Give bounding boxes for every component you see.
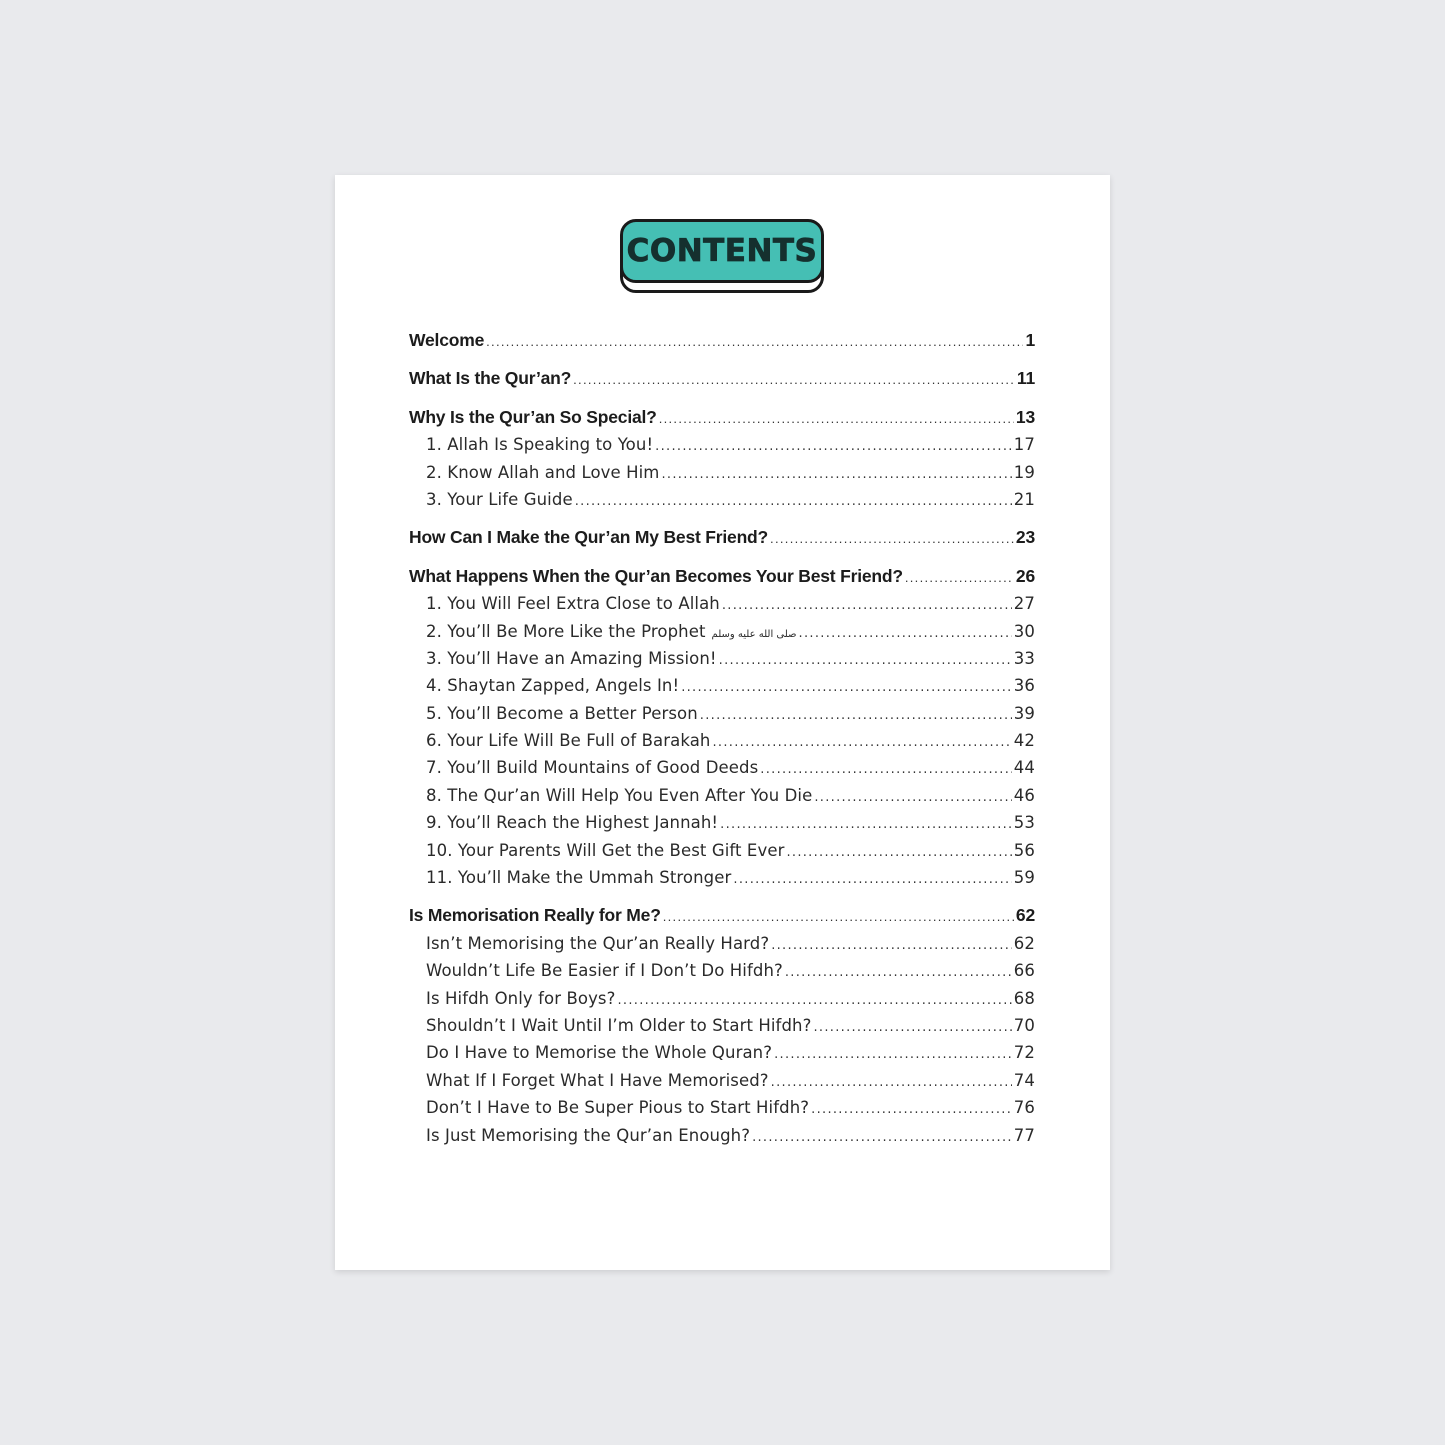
toc-entry-title: How Can I Make the Qur’an My Best Friend? [409, 527, 769, 548]
dot-leader [618, 987, 1012, 1014]
toc-entry-title: Is Just Memorising the Qur’an Enough? [426, 1125, 751, 1145]
toc-entry-title: Wouldn’t Life Be Easier if I Don’t Do Hifdh? [426, 961, 783, 981]
toc-page-number: 1 [1025, 330, 1035, 350]
toc-entry-title: Welcome [409, 330, 485, 350]
dot-leader [770, 525, 1014, 552]
toc-entry-title: Shouldn’t I Wait Until I’m Older to Start Hifdh? [426, 1015, 812, 1035]
toc-subsection [409, 1122, 1035, 1149]
dot-leader [774, 1041, 1012, 1068]
toc-subsection [409, 754, 1035, 781]
toc-page-number: 46 [1013, 785, 1035, 805]
toc-subsection [409, 459, 1035, 486]
toc-entry-title: 10. Your Parents Will Get the Best Gift Ever [426, 840, 785, 860]
dot-leader [573, 366, 1015, 393]
toc-subsection [409, 930, 1035, 957]
dot-leader [575, 488, 1012, 515]
contents-badge [620, 219, 824, 295]
toc-subsection [409, 1039, 1035, 1066]
toc-subsection [409, 864, 1035, 891]
dot-leader [733, 866, 1011, 893]
salawat-text: صلى الله عليه وسلم [711, 628, 797, 640]
dot-leader [661, 461, 1011, 488]
toc-subsection [409, 672, 1035, 699]
toc-page-number: 72 [1013, 1043, 1035, 1063]
toc-section [409, 365, 1035, 392]
toc-subsection [409, 431, 1035, 458]
page-title: CONTENTS [626, 233, 818, 269]
dot-leader [786, 839, 1011, 866]
toc-subsection [409, 727, 1035, 754]
toc-entry-title: 9. You’ll Reach the Highest Jannah! [426, 813, 719, 833]
dot-leader [486, 328, 1023, 355]
toc-subsection [409, 837, 1035, 864]
toc-page-number: 70 [1013, 1015, 1035, 1035]
toc-page-number: 21 [1013, 489, 1035, 509]
toc-page-number: 44 [1013, 758, 1035, 778]
dot-leader [663, 903, 1014, 930]
toc-page-number: 56 [1013, 840, 1035, 860]
toc-section [409, 902, 1035, 929]
toc-entry-title: Is Memorisation Really for Me? [409, 905, 661, 926]
toc-entry-title: What Is the Qur’an? [409, 368, 572, 389]
toc-subsection [409, 957, 1035, 984]
dot-leader [799, 620, 1012, 647]
toc-entry-title: Isn’t Memorising the Qur’an Really Hard? [426, 933, 770, 953]
toc-page-number: 68 [1013, 988, 1035, 1008]
toc-page-number: 30 [1013, 621, 1035, 641]
dot-leader [719, 647, 1012, 674]
toc-page-number: 66 [1013, 961, 1035, 981]
toc-page-number: 74 [1013, 1070, 1035, 1090]
toc-entry-title: 6. Your Life Will Be Full of Barakah [426, 731, 711, 751]
dot-leader [771, 932, 1012, 959]
dot-leader [722, 592, 1012, 619]
dot-leader [785, 959, 1012, 986]
toc-entry-title: 4. Shaytan Zapped, Angels In! [426, 676, 680, 696]
dot-leader [712, 729, 1011, 756]
toc-entry-title: What Happens When the Qur’an Becomes Your Best Friend? [409, 565, 903, 586]
toc-subsection [409, 1067, 1035, 1094]
dot-leader [659, 405, 1014, 432]
toc-subsection [409, 645, 1035, 672]
toc-entry-title: 7. You’ll Build Mountains of Good Deeds [426, 758, 759, 778]
toc-entry-title: 3. Your Life Guide [426, 489, 573, 509]
toc-page-number: 62 [1013, 933, 1035, 953]
dot-leader [681, 674, 1012, 701]
toc-page-number: 77 [1013, 1125, 1035, 1145]
toc-subsection [409, 590, 1035, 617]
toc-entry-title: 2. Know Allah and Love Him [426, 462, 660, 482]
toc-page-number: 59 [1013, 868, 1035, 888]
toc-section [409, 327, 1035, 354]
toc-entry-title: 8. The Qur’an Will Help You Even After You Die [426, 785, 813, 805]
table-of-contents [409, 327, 1035, 1149]
toc-subsection [409, 486, 1035, 513]
toc-page-number: 27 [1013, 594, 1035, 614]
toc-subsection [409, 1012, 1035, 1039]
dot-leader [905, 564, 1014, 591]
toc-subsection [409, 700, 1035, 727]
toc-page-number: 62 [1015, 905, 1035, 926]
dot-leader [760, 756, 1012, 783]
toc-page-number: 23 [1015, 527, 1035, 548]
toc-page-number: 33 [1013, 648, 1035, 668]
dot-leader [814, 784, 1011, 811]
toc-page-number: 39 [1013, 703, 1035, 723]
toc-subsection [409, 809, 1035, 836]
dot-leader [700, 702, 1012, 729]
badge-face [620, 219, 824, 283]
toc-section [409, 524, 1035, 551]
dot-leader [811, 1096, 1012, 1123]
toc-page-number: 76 [1013, 1098, 1035, 1118]
toc-section [409, 563, 1035, 590]
toc-page-number: 19 [1013, 462, 1035, 482]
toc-entry-title: 11. You’ll Make the Ummah Stronger [426, 868, 732, 888]
toc-entry-title: Do I Have to Memorise the Whole Quran? [426, 1043, 773, 1063]
toc-subsection [409, 618, 1035, 645]
toc-section [409, 404, 1035, 431]
toc-page-number: 36 [1013, 676, 1035, 696]
book-page [335, 175, 1110, 1270]
toc-entry-title: 5. You’ll Become a Better Person [426, 703, 698, 723]
dot-leader [720, 811, 1012, 838]
dot-leader [655, 433, 1012, 460]
dot-leader [771, 1069, 1012, 1096]
toc-page-number: 11 [1016, 368, 1035, 389]
toc-entry-title: 3. You’ll Have an Amazing Mission! [426, 648, 717, 668]
toc-page-number: 42 [1013, 731, 1035, 751]
toc-subsection [409, 1094, 1035, 1121]
toc-subsection [409, 985, 1035, 1012]
toc-entry-title: 2. You’ll Be More Like the Prophet [426, 621, 706, 641]
toc-page-number: 26 [1015, 565, 1035, 586]
dot-leader [813, 1014, 1011, 1041]
toc-page-number: 13 [1015, 406, 1035, 427]
toc-entry-title: 1. Allah Is Speaking to You! [426, 435, 654, 455]
toc-entry-title: Don’t I Have to Be Super Pious to Start Hifdh? [426, 1098, 810, 1118]
toc-entry-title: What If I Forget What I Have Memorised? [426, 1070, 769, 1090]
toc-entry-title: 1. You Will Feel Extra Close to Allah [426, 594, 720, 614]
toc-page-number: 17 [1013, 435, 1035, 455]
dot-leader [752, 1124, 1012, 1151]
toc-entry-title: Is Hifdh Only for Boys? [426, 988, 616, 1008]
toc-page-number: 53 [1013, 813, 1035, 833]
toc-subsection [409, 782, 1035, 809]
toc-entry-title: Why Is the Qur’an So Special? [409, 406, 657, 427]
